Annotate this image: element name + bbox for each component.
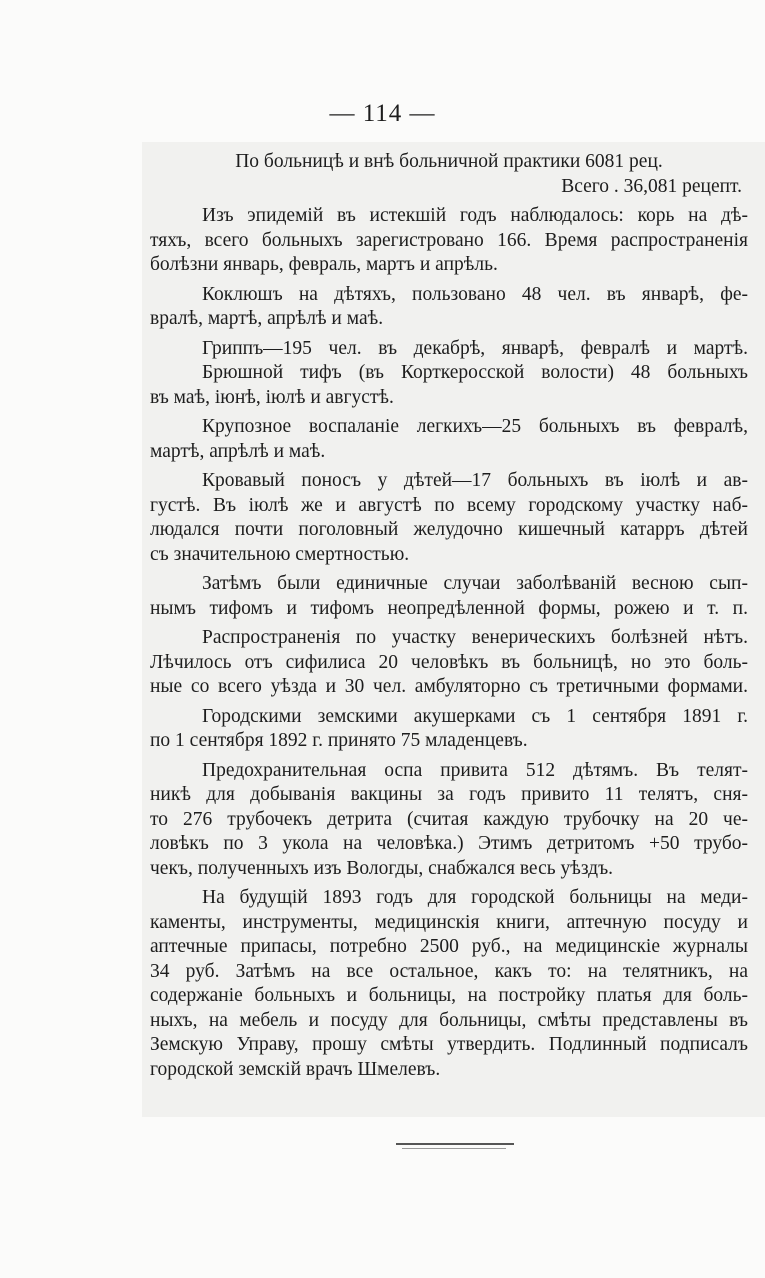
text-line: Крупозное воспаланіе легкихъ—25 больныхъ въ февралѣ, <box>202 416 748 437</box>
text-line: болѣзни январь, февраль, мартъ и апрѣль. <box>150 254 498 275</box>
text-line: Земскую Управу, прошу смѣты утвердить. Подлинный подписалъ <box>150 1034 748 1055</box>
text-line: густѣ. Въ іюлѣ же и августѣ по всему городскому участку наб- <box>150 494 748 516</box>
text-line: ловѣкъ по 3 укола на человѣка.) Этимъ детритомъ +50 трубо- <box>150 833 748 854</box>
closing-rule <box>396 1143 514 1145</box>
text-line: По больницѣ и внѣ больничной практики 6081 рец. <box>235 151 663 172</box>
text-line: Изъ эпидемій въ истекшій годъ наблюдалось: корь на дѣ- <box>202 205 748 226</box>
text-line: вралѣ, мартѣ, апрѣлѣ и маѣ. <box>150 308 384 329</box>
text-line: Гриппъ—195 чел. въ декабрѣ, январѣ, февралѣ и мартѣ. <box>202 337 748 359</box>
text-line: ные со всего уѣзда и 30 чел. амбуляторно съ третичными формами. <box>150 676 748 697</box>
text-line: Брюшной тифъ (въ Корткеросской волости) 48 больныхъ <box>202 362 748 383</box>
text-line: Городскими земскими акушерками съ 1 сентября 1891 г. <box>202 705 748 727</box>
text-line: Коклюшъ на дѣтяхъ, пользовано 48 чел. въ январѣ, фе- <box>202 283 748 305</box>
text-line: городской земскій врачъ Шмелевъ. <box>150 1058 441 1080</box>
text-line: чекъ, полученныхъ изъ Вологды, снабжался весь уѣздъ. <box>150 857 614 879</box>
text-line: Лѣчилось отъ сифилиса 20 человѣкъ въ больницѣ, но это боль- <box>150 651 748 673</box>
text-line: въ маѣ, іюнѣ, іюлѣ и августѣ. <box>150 386 394 408</box>
text-line: Всего . 36,081 рецепт. <box>561 175 742 197</box>
closing-rule-thin <box>402 1148 506 1149</box>
text-line: Предохранительная оспа привита 512 дѣтямъ. Въ телят- <box>202 759 748 781</box>
text-line: Затѣмъ были единичные случаи заболѣваній весною сып- <box>202 573 748 594</box>
text-line: каменты, инструменты, медицинскія книги, аптечную посуду и <box>150 911 748 933</box>
text-line: На будущій 1893 годъ для городской больницы на меди- <box>202 887 748 908</box>
text-line: по 1 сентября 1892 г. принято 75 младенцевъ. <box>150 730 528 751</box>
text-line: тяхъ, всего больныхъ зарегистровано 166. Время распространенія <box>150 229 748 251</box>
text-line: людался почти поголовный желудочно кишечный катарръ дѣтей <box>150 519 748 540</box>
text-line: съ значительною смертностью. <box>150 543 410 565</box>
text-line: аптечные припасы, потребно 2500 руб., на медицинскіе журналы <box>150 936 748 957</box>
text-line: никѣ для добыванія вакцины за годъ привито 11 телятъ, сня- <box>150 784 748 805</box>
text-line: Распространенія по участку венерическихъ болѣзней нѣтъ. <box>202 627 748 648</box>
text-line: нымъ тифомъ и тифомъ неопредѣленной формы, рожею и т. п. <box>150 597 748 619</box>
text-line: Кровавый поносъ у дѣтей—17 больныхъ въ іюлѣ и ав- <box>202 470 748 491</box>
text-line: то 276 трубочекъ детрита (считая каждую трубочку на 20 че- <box>150 808 748 830</box>
text-line: мартѣ, апрѣлѣ и маѣ. <box>150 440 326 462</box>
body-text <box>150 150 748 1082</box>
text-line: содержаніе больныхъ и больницы, на постройку платья для боль- <box>150 985 748 1006</box>
text-line: 34 руб. Затѣмъ на все остальное, какъ то: на телятникъ, на <box>150 960 748 982</box>
page-number: — 114 — <box>329 100 436 127</box>
text-line: ныхъ, на мебель и посуду для больницы, смѣты представлены въ <box>150 1009 748 1031</box>
